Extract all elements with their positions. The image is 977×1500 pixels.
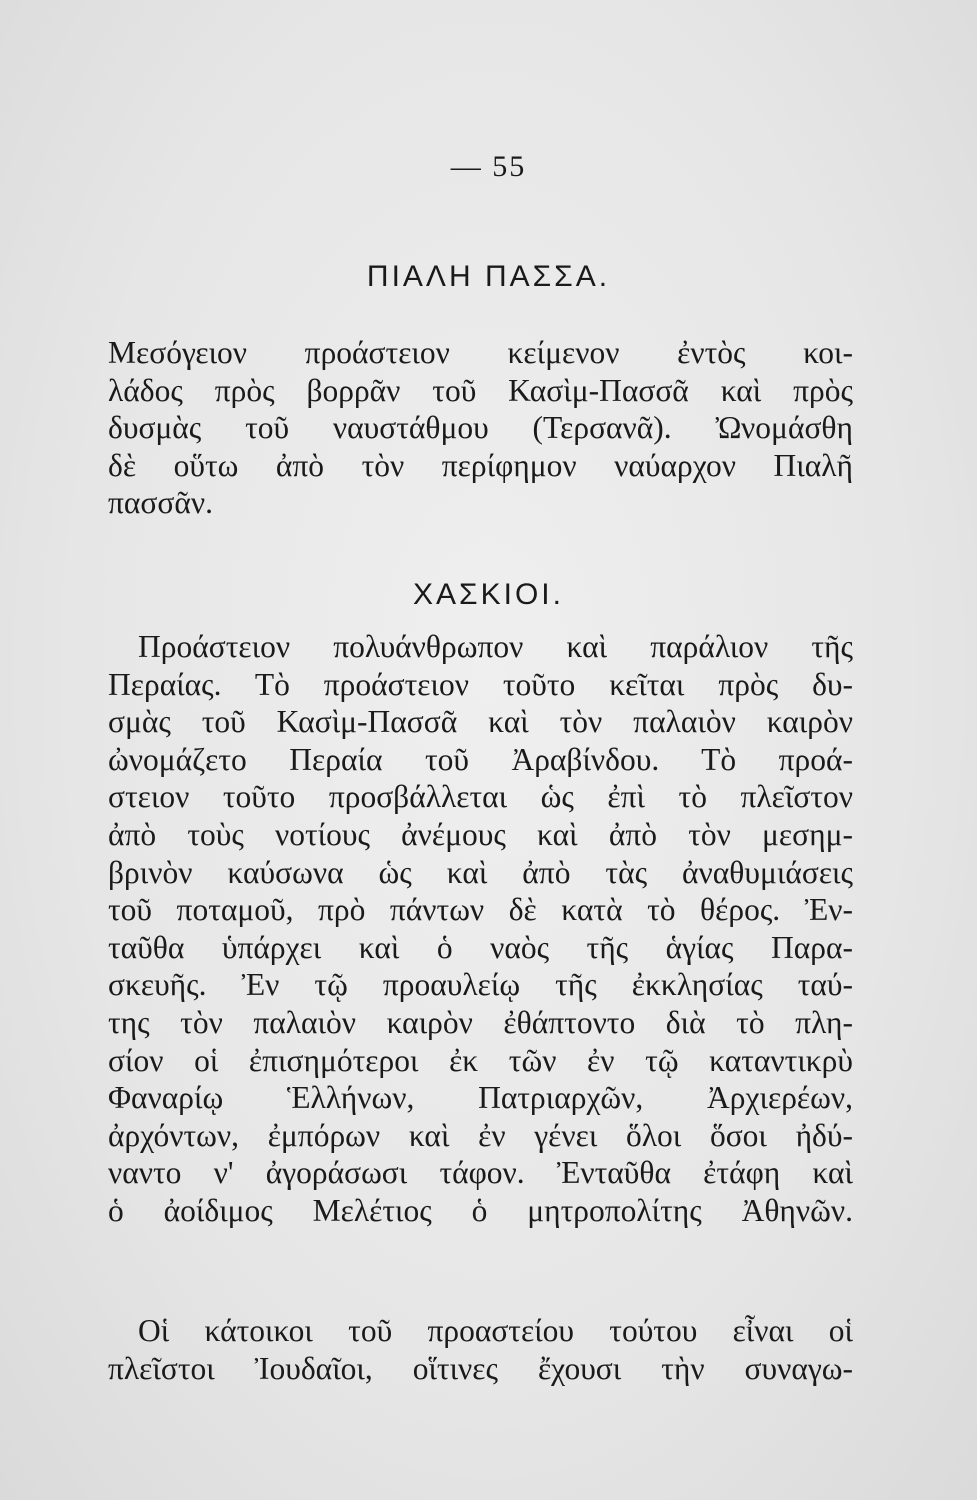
text-line: Περαίας. Τὸ προάστειον τοῦτο κεῖται πρὸς δυ- <box>108 666 853 702</box>
text-line: λάδος πρὸς βορρᾶν τοῦ Κασὶμ-Πασσᾶ καὶ πρὸς <box>108 372 853 408</box>
text-line: ταῦθα ὑπάρχει καὶ ὁ ναὸς τῆς ἁγίας Παρα- <box>108 929 853 965</box>
page-number: — 55 <box>450 150 527 183</box>
text-line: ἀπὸ τοὺς νοτίους ἀνέμους καὶ ἀπὸ τὸν μεσημ- <box>108 816 853 852</box>
text-line: πλεῖστοι Ἰουδαῖοι, οἵτινες ἔχουσι τὴν συναγω- <box>108 1350 853 1386</box>
text-line: ὠνομάζετο Περαία τοῦ Ἀραβίνδου. Τὸ προά- <box>108 741 853 777</box>
text-line: δὲ οὕτω ἀπὸ τὸν περίφημον ναύαρχον Πιαλῆ <box>108 447 853 483</box>
text-line: Οἱ κάτοικοι τοῦ προαστείου τούτου εἶναι οἱ <box>138 1313 853 1348</box>
text-line: τοῦ ποταμοῦ, πρὸ πάντων δὲ κατὰ τὸ θέρος. Ἐν- <box>108 892 853 928</box>
paragraph-haskioi <box>108 628 853 1230</box>
text-line: σμὰς τοῦ Κασὶμ-Πασσᾶ καὶ τὸν παλαιὸν καιρὸν <box>108 704 853 740</box>
text-line: πασσᾶν. <box>108 485 213 521</box>
text-line: σίον οἱ ἐπισημότεροι ἐκ τῶν ἐν τῷ καταντικρὺ <box>108 1042 853 1078</box>
text-line: Φαναρίῳ Ἑλλήνων, Πατριαρχῶν, Ἀρχιερέων, <box>108 1080 853 1116</box>
section-heading-piali-passa: ΠΙΑΛΗ ΠΑΣΣΑ. <box>366 260 611 293</box>
text-line: της τὸν παλαιὸν καιρὸν ἐθάπτοντο διὰ τὸ πλη- <box>108 1004 853 1040</box>
text-line: σκευῆς. Ἐν τῷ προαυλείῳ τῆς ἐκκλησίας ταύ- <box>108 967 853 1003</box>
text-line: Μεσόγειον προάστειον κείμενον ἐντὸς κοι- <box>108 335 853 370</box>
text-line: στειον τοῦτο προσβάλλεται ὡς ἐπὶ τὸ πλεῖστον <box>108 779 853 815</box>
paragraph-piali-passa <box>108 334 853 522</box>
section-heading-haskioi: ΧΑΣΚΙΟΙ. <box>413 578 564 611</box>
text-line: δυσμὰς τοῦ ναυστάθμου (Τερσανᾶ). Ὠνομάσθη <box>108 410 853 446</box>
text-line: ναντο ν' ἀγοράσωσι τάφον. Ἐνταῦθα ἐτάφη καὶ <box>108 1155 853 1191</box>
paragraph-haskioi-inhabitants <box>108 1312 853 1387</box>
text-line: βρινὸν καύσωνα ὡς καὶ ἀπὸ τὰς ἀναθυμιάσεις <box>108 854 853 890</box>
text-line: ὁ ἀοίδιμος Μελέτιος ὁ μητροπολίτης Ἀθηνῶν. <box>108 1192 853 1228</box>
text-line: Προάστειον πολυάνθρωπον καὶ παράλιον τῆς <box>138 629 853 664</box>
text-line: ἀρχόντων, ἐμπόρων καὶ ἐν γένει ὅλοι ὅσοι ἠδύ- <box>108 1117 853 1153</box>
